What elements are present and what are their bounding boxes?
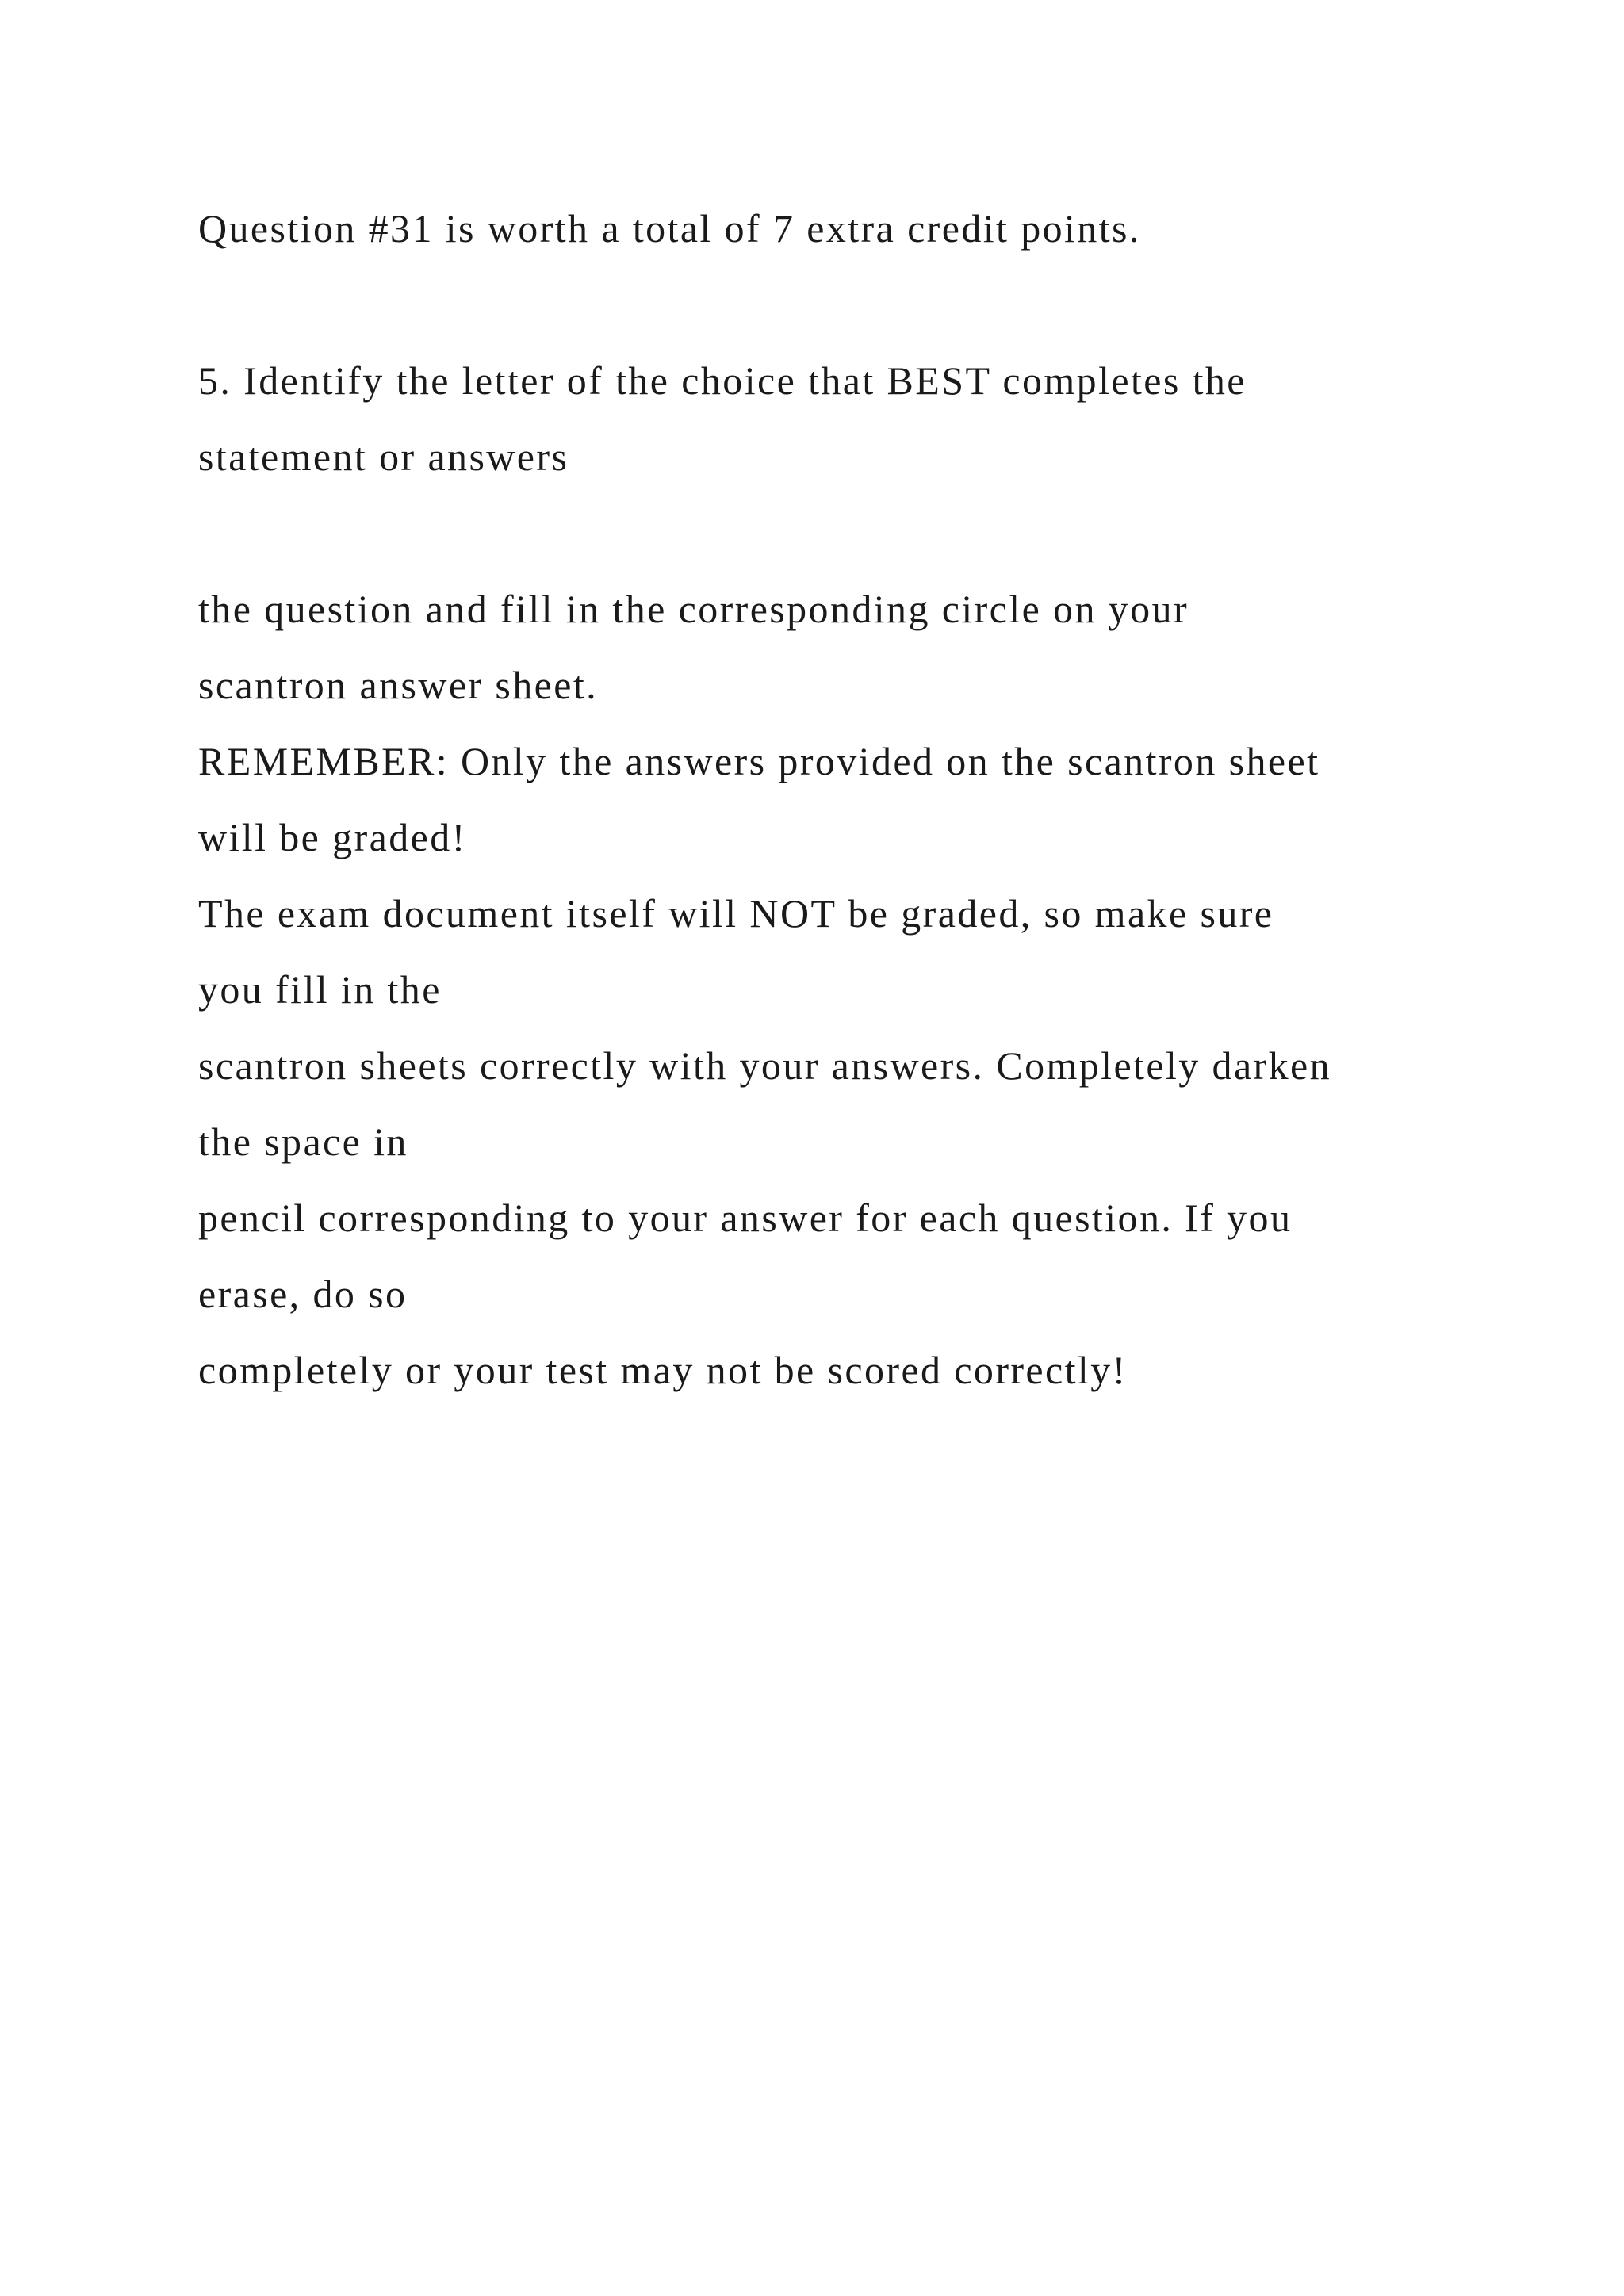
instruction-line: completely or your test may not be scored correctly!	[198, 1348, 1128, 1392]
instruction-line: will be graded!	[198, 815, 467, 859]
instruction-line: the space in	[198, 1119, 408, 1164]
document-body	[198, 190, 1499, 1408]
extra-credit-note: Question #31 is worth a total of 7 extra credit points.	[198, 206, 1141, 251]
instruction-line: scantron sheets correctly with your answers. Completely darken	[198, 1043, 1331, 1088]
blank-line	[198, 495, 1499, 571]
instruction-line: statement or answers	[198, 434, 569, 479]
instruction-line: pencil corresponding to your answer for each question. If you	[198, 1196, 1293, 1240]
instruction-line: the question and fill in the corresponding circle on your	[198, 587, 1189, 631]
instruction-line: erase, do so	[198, 1272, 408, 1316]
instruction-line: The exam document itself will NOT be graded, so make sure	[198, 891, 1274, 936]
instruction-line: 5. Identify the letter of the choice that BEST completes the	[198, 358, 1247, 403]
remember-line: REMEMBER: Only the answers provided on the scantron sheet	[198, 739, 1320, 783]
blank-line	[198, 266, 1499, 342]
instruction-line: scantron answer sheet.	[198, 663, 599, 707]
instruction-line: you fill in the	[198, 967, 442, 1012]
